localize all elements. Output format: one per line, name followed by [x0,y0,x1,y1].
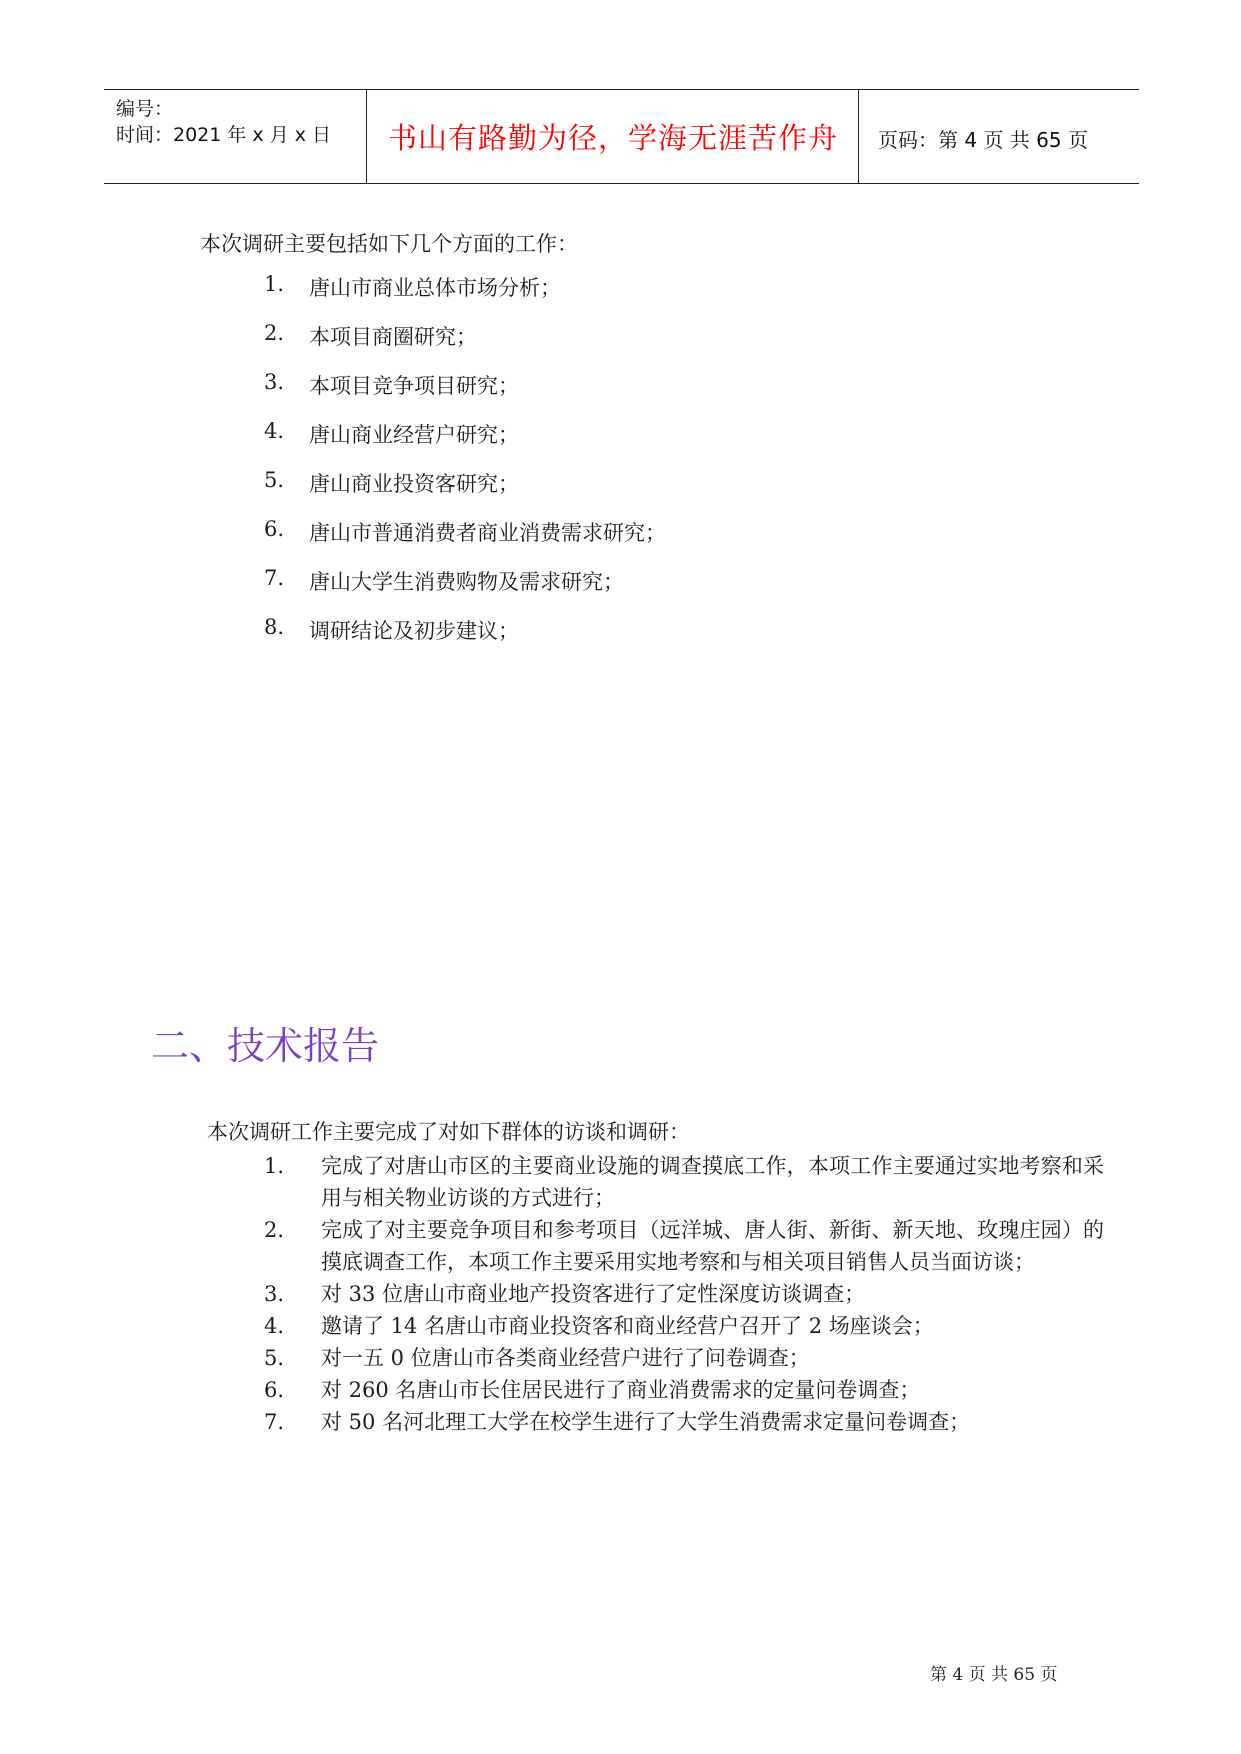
list-item-number: 6. [264,1378,285,1402]
header-meta [104,90,367,183]
survey-work-list [264,1150,1104,1438]
list-item-text: 唐山商业经营户研究； [309,423,519,447]
header-motto-cell [368,90,859,183]
list-item [264,1150,1104,1214]
list-item-text: 对 33 位唐山市商业地产投资客进行了定性深度访谈调查； [321,1282,866,1306]
list-item [264,1406,1104,1438]
list-item-number: 1. [264,272,285,296]
header-motto: 书山有路勤为径，学海无涯苦作舟 [387,121,838,155]
list-item-number: 2. [264,1218,285,1242]
list-item-text: 对一五 0 位唐山市各类商业经营户进行了问卷调查； [321,1346,810,1370]
list-item-number: 3. [264,1282,285,1306]
list-item-text: 唐山市普通消费者商业消费需求研究； [309,521,666,545]
list-item-text: 唐山市商业总体市场分析； [309,276,561,300]
list-item-text: 唐山大学生消费购物及需求研究； [309,570,624,594]
list-item [264,1278,1104,1310]
list-item [264,1342,1104,1374]
list-item-number: 5. [264,1346,285,1370]
list-item-text: 对 260 名唐山市长住居民进行了商业消费需求的定量问卷调查； [321,1378,921,1402]
list-item-text: 完成了对主要竞争项目和参考项目（远洋城、唐人街、新街、新天地、玫瑰庄园）的摸底调查工作，本项工作主要采用实地考察和与相关项目销售人员当面访谈； [321,1218,1104,1274]
list-item-text: 本项目商圈研究； [309,325,477,349]
list-item-number: 6. [264,517,285,541]
list-item-text: 对 50 名河北理工大学在校学生进行了大学生消费需求定量问卷调查； [321,1410,971,1434]
list-item [264,1214,1104,1278]
intro-paragraph-2: 本次调研工作主要完成了对如下群体的访谈和调研： [207,1120,690,1144]
list-item-number: 4. [264,1314,285,1338]
list-item-number: 5. [264,468,285,492]
page-footer: 第 4 页 共 65 页 [930,1665,1058,1685]
list-item-number: 3. [264,370,285,394]
list-item-text: 唐山商业投资客研究； [309,472,519,496]
list-item [264,1374,1104,1406]
page-header [104,89,1139,184]
list-item-number: 7. [264,1410,285,1434]
list-item-text: 完成了对唐山市区的主要商业设施的调查摸底工作，本项工作主要通过实地考察和采用与相关物业访谈的方式进行； [321,1154,1104,1210]
list-item-number: 4. [264,419,285,443]
list-item-number: 1. [264,1154,285,1178]
intro-paragraph-1: 本次调研主要包括如下几个方面的工作： [200,232,578,256]
number-label: 编号： [116,98,174,120]
header-page-info: 页码：第 4 页 共 65 页 [878,128,1088,152]
list-item-number: 7. [264,566,285,590]
list-item [264,1310,1104,1342]
list-item-text: 调研结论及初步建议； [309,619,519,643]
list-item-number: 8. [264,615,285,639]
list-item-text: 邀请了 14 名唐山市商业投资客和商业经营户召开了 2 场座谈会； [321,1314,934,1338]
section-heading: 二、技术报告 [151,1024,380,1068]
time-label: 时间：2021 年 x 月 x 日 [116,124,332,146]
list-item-number: 2. [264,321,285,345]
header-page-cell [868,90,1139,183]
list-item-text: 本项目竞争项目研究； [309,374,519,398]
